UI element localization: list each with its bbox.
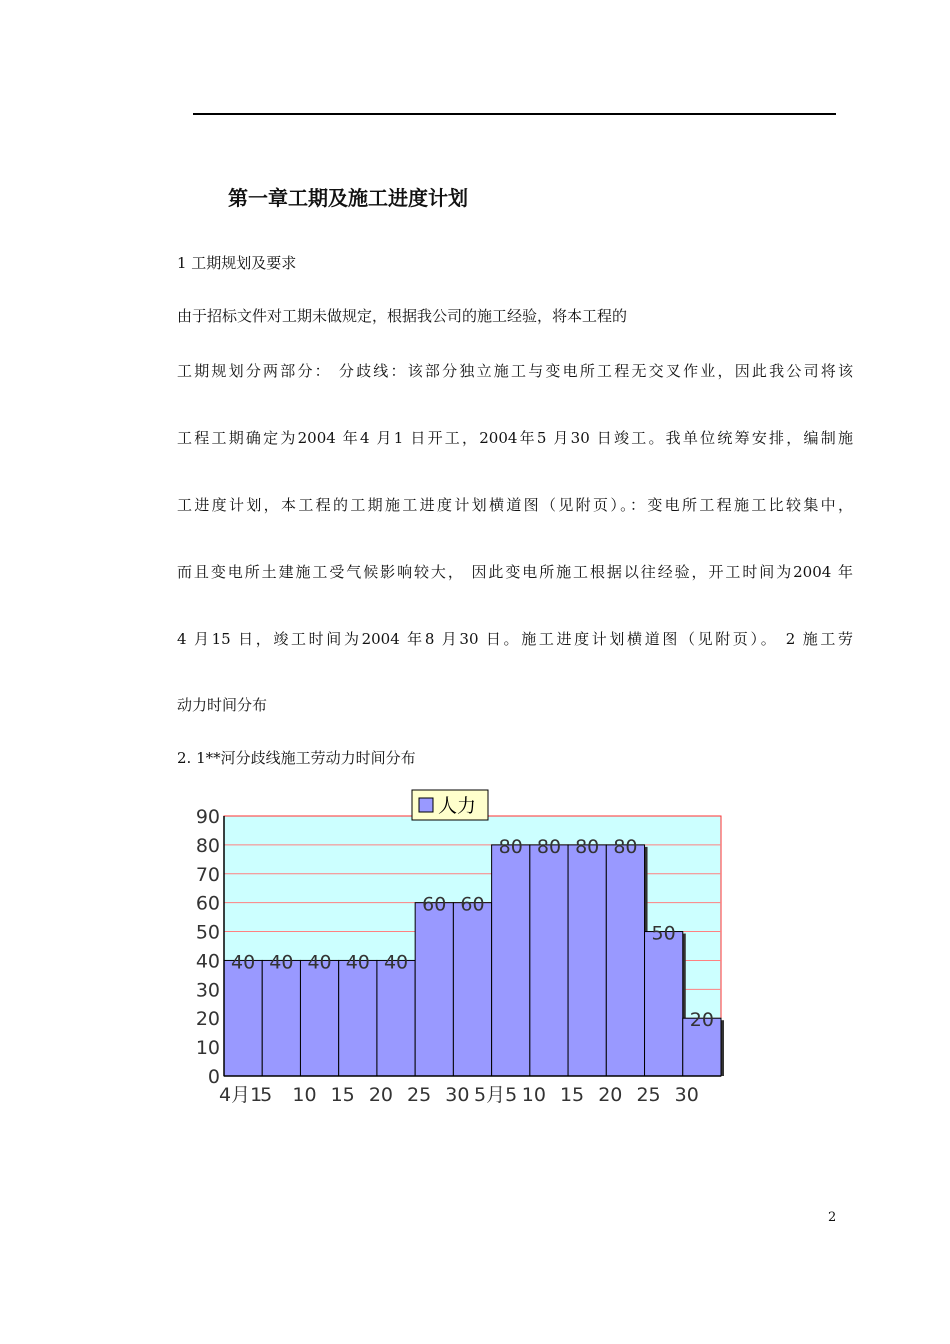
x-tick-label: 10 [292,1084,317,1106]
labor-distribution-chart [190,785,750,1110]
bar [262,960,300,1076]
x-tick-label: 25 [636,1084,661,1106]
paragraph-line: 动力时间分布 [177,696,268,714]
paragraph-line: 由于招标文件对工期未做规定，根据我公司的施工经验，将本工程的 [177,307,628,325]
data-label: 80 [613,835,638,858]
data-label: 60 [460,893,485,916]
data-label: 40 [345,951,370,974]
x-tick-label: 30 [445,1084,470,1106]
legend-swatch [419,798,433,812]
y-tick-label: 90 [195,806,220,828]
bar [530,845,568,1076]
bar [568,845,606,1076]
bar [339,960,377,1076]
bar [300,960,338,1076]
y-tick-label: 70 [195,863,220,886]
paragraph-line: 4 月15 日，竣工时间为2004 年8 月30 日。施工进度计划横道图（见附页）。 2 施工劳 [177,630,853,648]
y-tick-label: 50 [195,921,220,944]
paragraph-line: 工进度计划，本工程的工期施工进度计划横道图（见附页）。：变电所工程施工比较集中， [177,496,853,514]
x-tick-label: 30 [674,1084,699,1106]
bar [224,960,262,1076]
section-heading: 1 工期规划及要求 [177,254,297,272]
x-tick-label: 4月1 [219,1084,263,1106]
data-label: 60 [422,893,447,916]
data-label: 40 [269,951,294,974]
y-tick-label: 0 [207,1066,220,1088]
bar [415,903,453,1076]
chapter-title: 第一章工期及施工进度计划 [228,186,468,210]
x-tick-label: 20 [598,1084,623,1106]
data-label: 80 [498,835,523,858]
data-label: 80 [575,835,600,858]
x-tick-label: 5 [260,1084,273,1106]
y-tick-label: 80 [195,834,220,857]
y-tick-label: 60 [195,892,220,915]
header-rule [193,113,836,115]
bar [377,960,415,1076]
paragraph-line: 工程工期确定为2004 年4 月1 日开工，2004年5 月30 日竣工。我单位统筹安排，编制施 [177,429,853,447]
bar [492,845,530,1076]
paragraph-line: 工期规划分两部分： 分歧线：该部分独立施工与变电所工程无交叉作业，因此我公司将该 [177,362,853,380]
data-label: 40 [307,951,332,974]
paragraph-line: 而且变电所土建施工受气候影响较大， 因此变电所施工根据以往经验，开工时间为2004 年 [177,563,853,581]
bar [645,932,683,1076]
x-tick-label: 10 [521,1084,546,1106]
y-tick-label: 40 [195,950,220,973]
data-label: 50 [651,922,676,945]
data-label: 20 [689,1009,714,1032]
x-tick-label: 15 [559,1084,585,1106]
legend-label: 人力 [438,795,477,817]
bar [606,845,644,1076]
y-tick-label: 20 [195,1008,220,1031]
x-tick-label: 25 [407,1084,432,1106]
y-tick-label: 30 [195,979,220,1002]
x-tick-label: 15 [330,1084,355,1106]
y-tick-label: 10 [195,1037,220,1060]
data-label: 40 [231,951,256,974]
subsection-heading: 2. 1**河分歧线施工劳动力时间分布 [177,749,416,767]
bar [453,903,491,1076]
data-label: 40 [383,951,409,974]
x-tick-label: 20 [368,1084,394,1106]
page-number: 2 [828,1210,837,1225]
data-label: 80 [536,835,562,858]
x-tick-label: 5月5 [474,1084,518,1106]
